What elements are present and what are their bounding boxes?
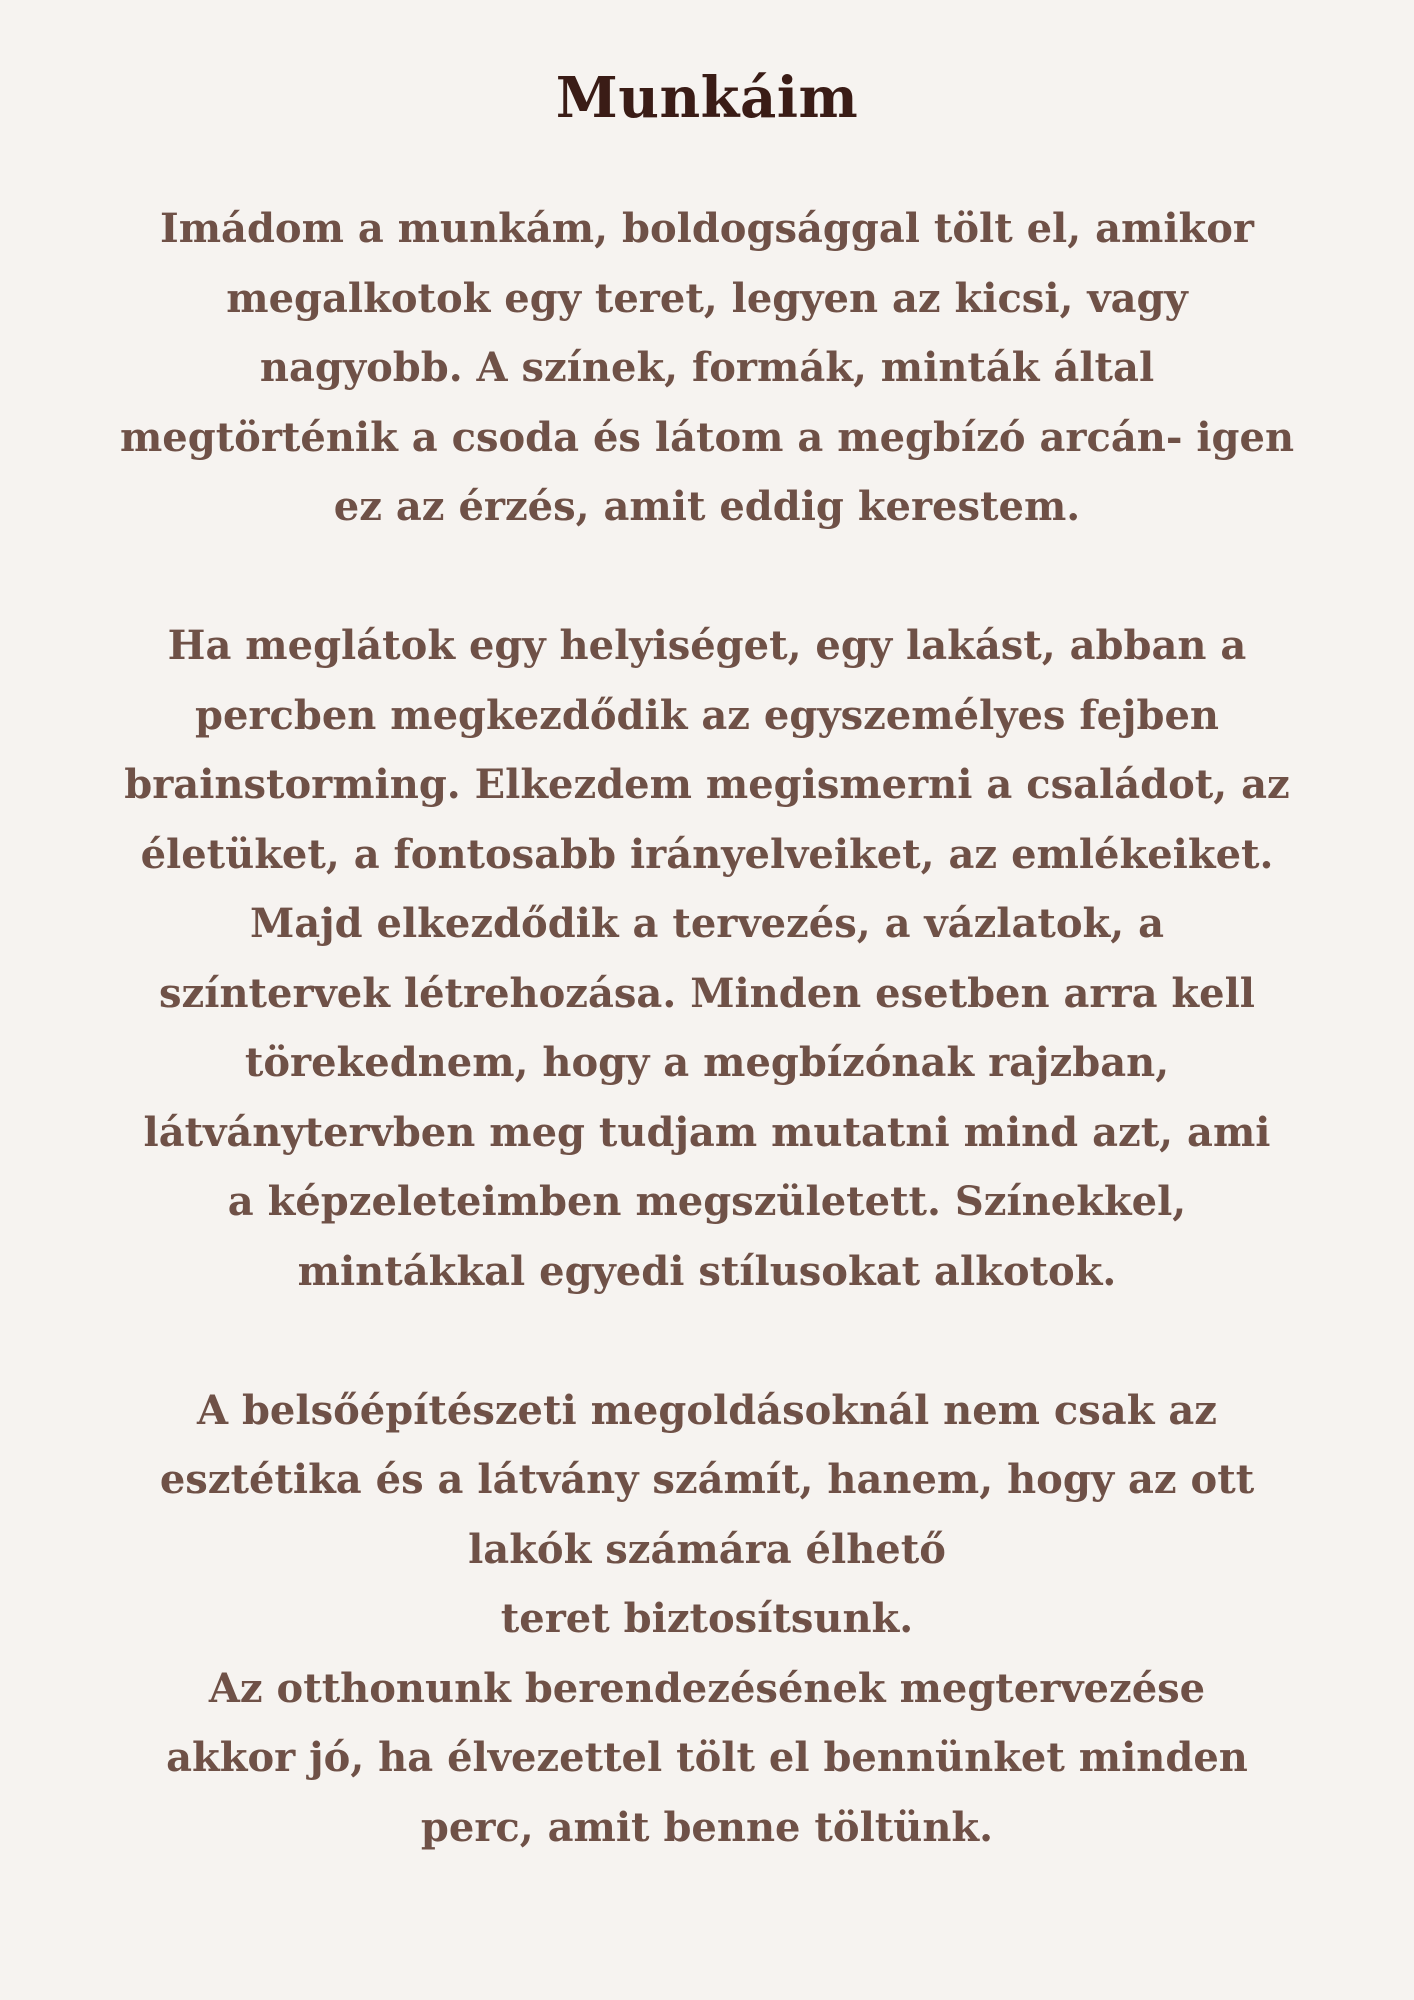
paragraph-spacer: [30, 1306, 1384, 1376]
text-line: életüket, a fontosabb irányelveiket, az emlékeiket.: [140, 830, 1274, 878]
text-line: megtörténik a csoda és látom a megbízó arcán- igen: [119, 413, 1295, 461]
text-line: Majd elkezdődik a tervezés, a vázlatok, a: [249, 900, 1165, 947]
paragraph-spacer: [30, 542, 1384, 612]
paragraph-3: [30, 1376, 1384, 1863]
text-line: törekednem, hogy a megbízónak rajzban,: [244, 1039, 1170, 1086]
text-line: Az otthonunk berendezésének megtervezése: [208, 1664, 1206, 1712]
text-line: ez az érzés, amit eddig kerestem.: [333, 483, 1081, 530]
body-text: [30, 194, 1384, 1862]
text-line: esztétika és a látvány számít, hanem, hogy az ott: [159, 1456, 1255, 1503]
page-title: Munkáim: [555, 65, 859, 131]
paragraph-1: [30, 194, 1384, 542]
text-line: Ha meglátok egy helyiséget, egy lakást, abban a: [167, 622, 1247, 669]
text-line: a képzeleteimben megszületett. Színekkel,: [227, 1178, 1187, 1225]
text-line: Imádom a munkám, boldogsággal tölt el, amikor: [159, 205, 1255, 252]
text-line: teret biztosítsunk.: [500, 1595, 914, 1642]
paragraph-2: [30, 611, 1384, 1306]
text-line: A belsőépítészeti megoldásoknál nem csak az: [197, 1386, 1217, 1434]
text-line: színtervek létrehozása. Minden esetben arra kell: [159, 969, 1255, 1017]
text-line: brainstorming. Elkezdem megismerni a családot, az: [124, 761, 1290, 808]
text-line: lakók számára élhető: [468, 1525, 946, 1573]
text-line: perc, amit benne töltünk.: [420, 1803, 994, 1851]
text-line: mintákkal egyedi stílusokat alkotok.: [297, 1247, 1117, 1295]
text-line: akkor jó, ha élvezettel tölt el bennünket minden: [166, 1734, 1248, 1781]
text-line: percben megkezdődik az egyszemélyes fejben: [195, 691, 1219, 739]
text-line: látványtervben meg tudjam mutatni mind azt, ami: [143, 1108, 1271, 1156]
text-line: nagyobb. A színek, formák, minták által: [259, 344, 1155, 391]
text-line: megalkotok egy teret, legyen az kicsi, vagy: [226, 274, 1188, 322]
